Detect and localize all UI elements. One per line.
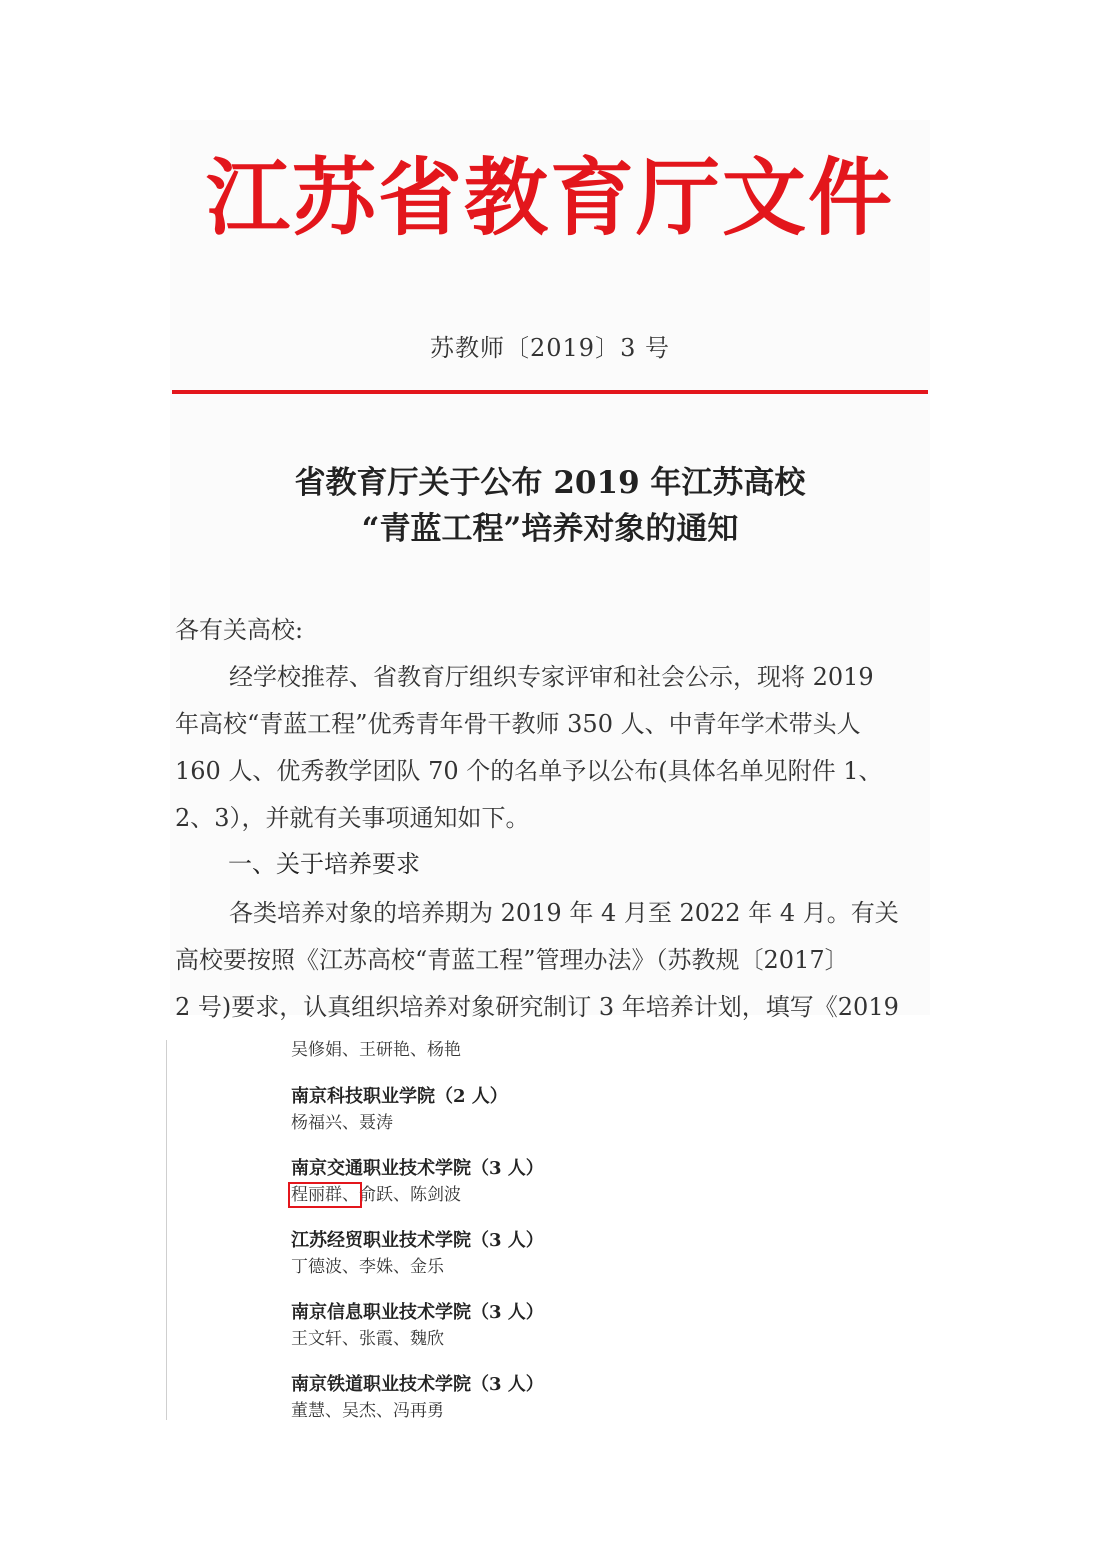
section-heading-1: 一、关于培养要求 [228,850,420,878]
paragraph-1-line: 年高校“青蓝工程”优秀青年骨干教师 350 人、中青年学术带头人 [175,710,861,738]
list-item [291,1037,461,1063]
salutation: 各有关高校: [175,616,304,644]
teacher-names: 杨福兴、聂涛 [291,1113,393,1133]
notice-title [170,460,930,552]
document-page [170,120,930,1021]
teacher-names: 吴修娟、王研艳、杨艳 [291,1040,461,1060]
document-number: 苏教师〔2019〕3 号 [430,334,670,362]
school-name: 南京铁道职业技术学院（3 人） [291,1374,544,1395]
school-name: 南京交通职业技术学院（3 人） [291,1158,544,1179]
paragraph-1-line: 2、3），并就有关事项通知如下。 [175,804,530,832]
notice-title-line-2: “青蓝工程”培养对象的通知 [361,511,739,547]
attachment-list [166,1040,767,1420]
header-divider [172,390,928,394]
paragraph-2-line: 2 号)要求，认真组织培养对象研究制订 3 年培养计划，填写《2019 [175,993,899,1021]
teacher-names: 丁德波、李姝、金乐 [291,1257,444,1277]
list-item [291,1228,544,1280]
notice-title-line-1: 省教育厅关于公布 2019 年江苏高校 [294,465,806,501]
list-item [291,1300,544,1352]
highlighted-name: 程丽群、 [291,1185,359,1205]
paragraph-1-line: 经学校推荐、省教育厅组织专家评审和社会公示，现将 2019 [229,663,874,691]
list-item [291,1372,544,1424]
school-name: 江苏经贸职业技术学院（3 人） [291,1230,544,1251]
school-name: 南京科技职业学院（2 人） [291,1086,508,1107]
document-header-title: 江苏省教育厅文件 [205,148,894,247]
list-item [291,1156,544,1208]
paragraph-2-line: 高校要按照《江苏高校“青蓝工程”管理办法》（苏教规〔2017〕 [175,946,849,974]
teacher-names [291,1182,544,1208]
school-name: 南京信息职业技术学院（3 人） [291,1302,544,1323]
paragraph-1 [175,654,917,842]
teacher-names-rest: 俞跃、陈剑波 [359,1185,461,1205]
paragraph-2 [175,890,917,1031]
list-item [291,1084,508,1136]
paragraph-2-line: 各类培养对象的培养期为 2019 年 4 月至 2022 年 4 月。有关 [229,899,899,927]
teacher-names: 王文轩、张霞、魏欣 [291,1329,444,1349]
paragraph-1-line: 160 人、优秀教学团队 70 个的名单予以公布(具体名单见附件 1、 [175,757,883,785]
teacher-names: 董慧、吴杰、冯再勇 [291,1401,444,1421]
